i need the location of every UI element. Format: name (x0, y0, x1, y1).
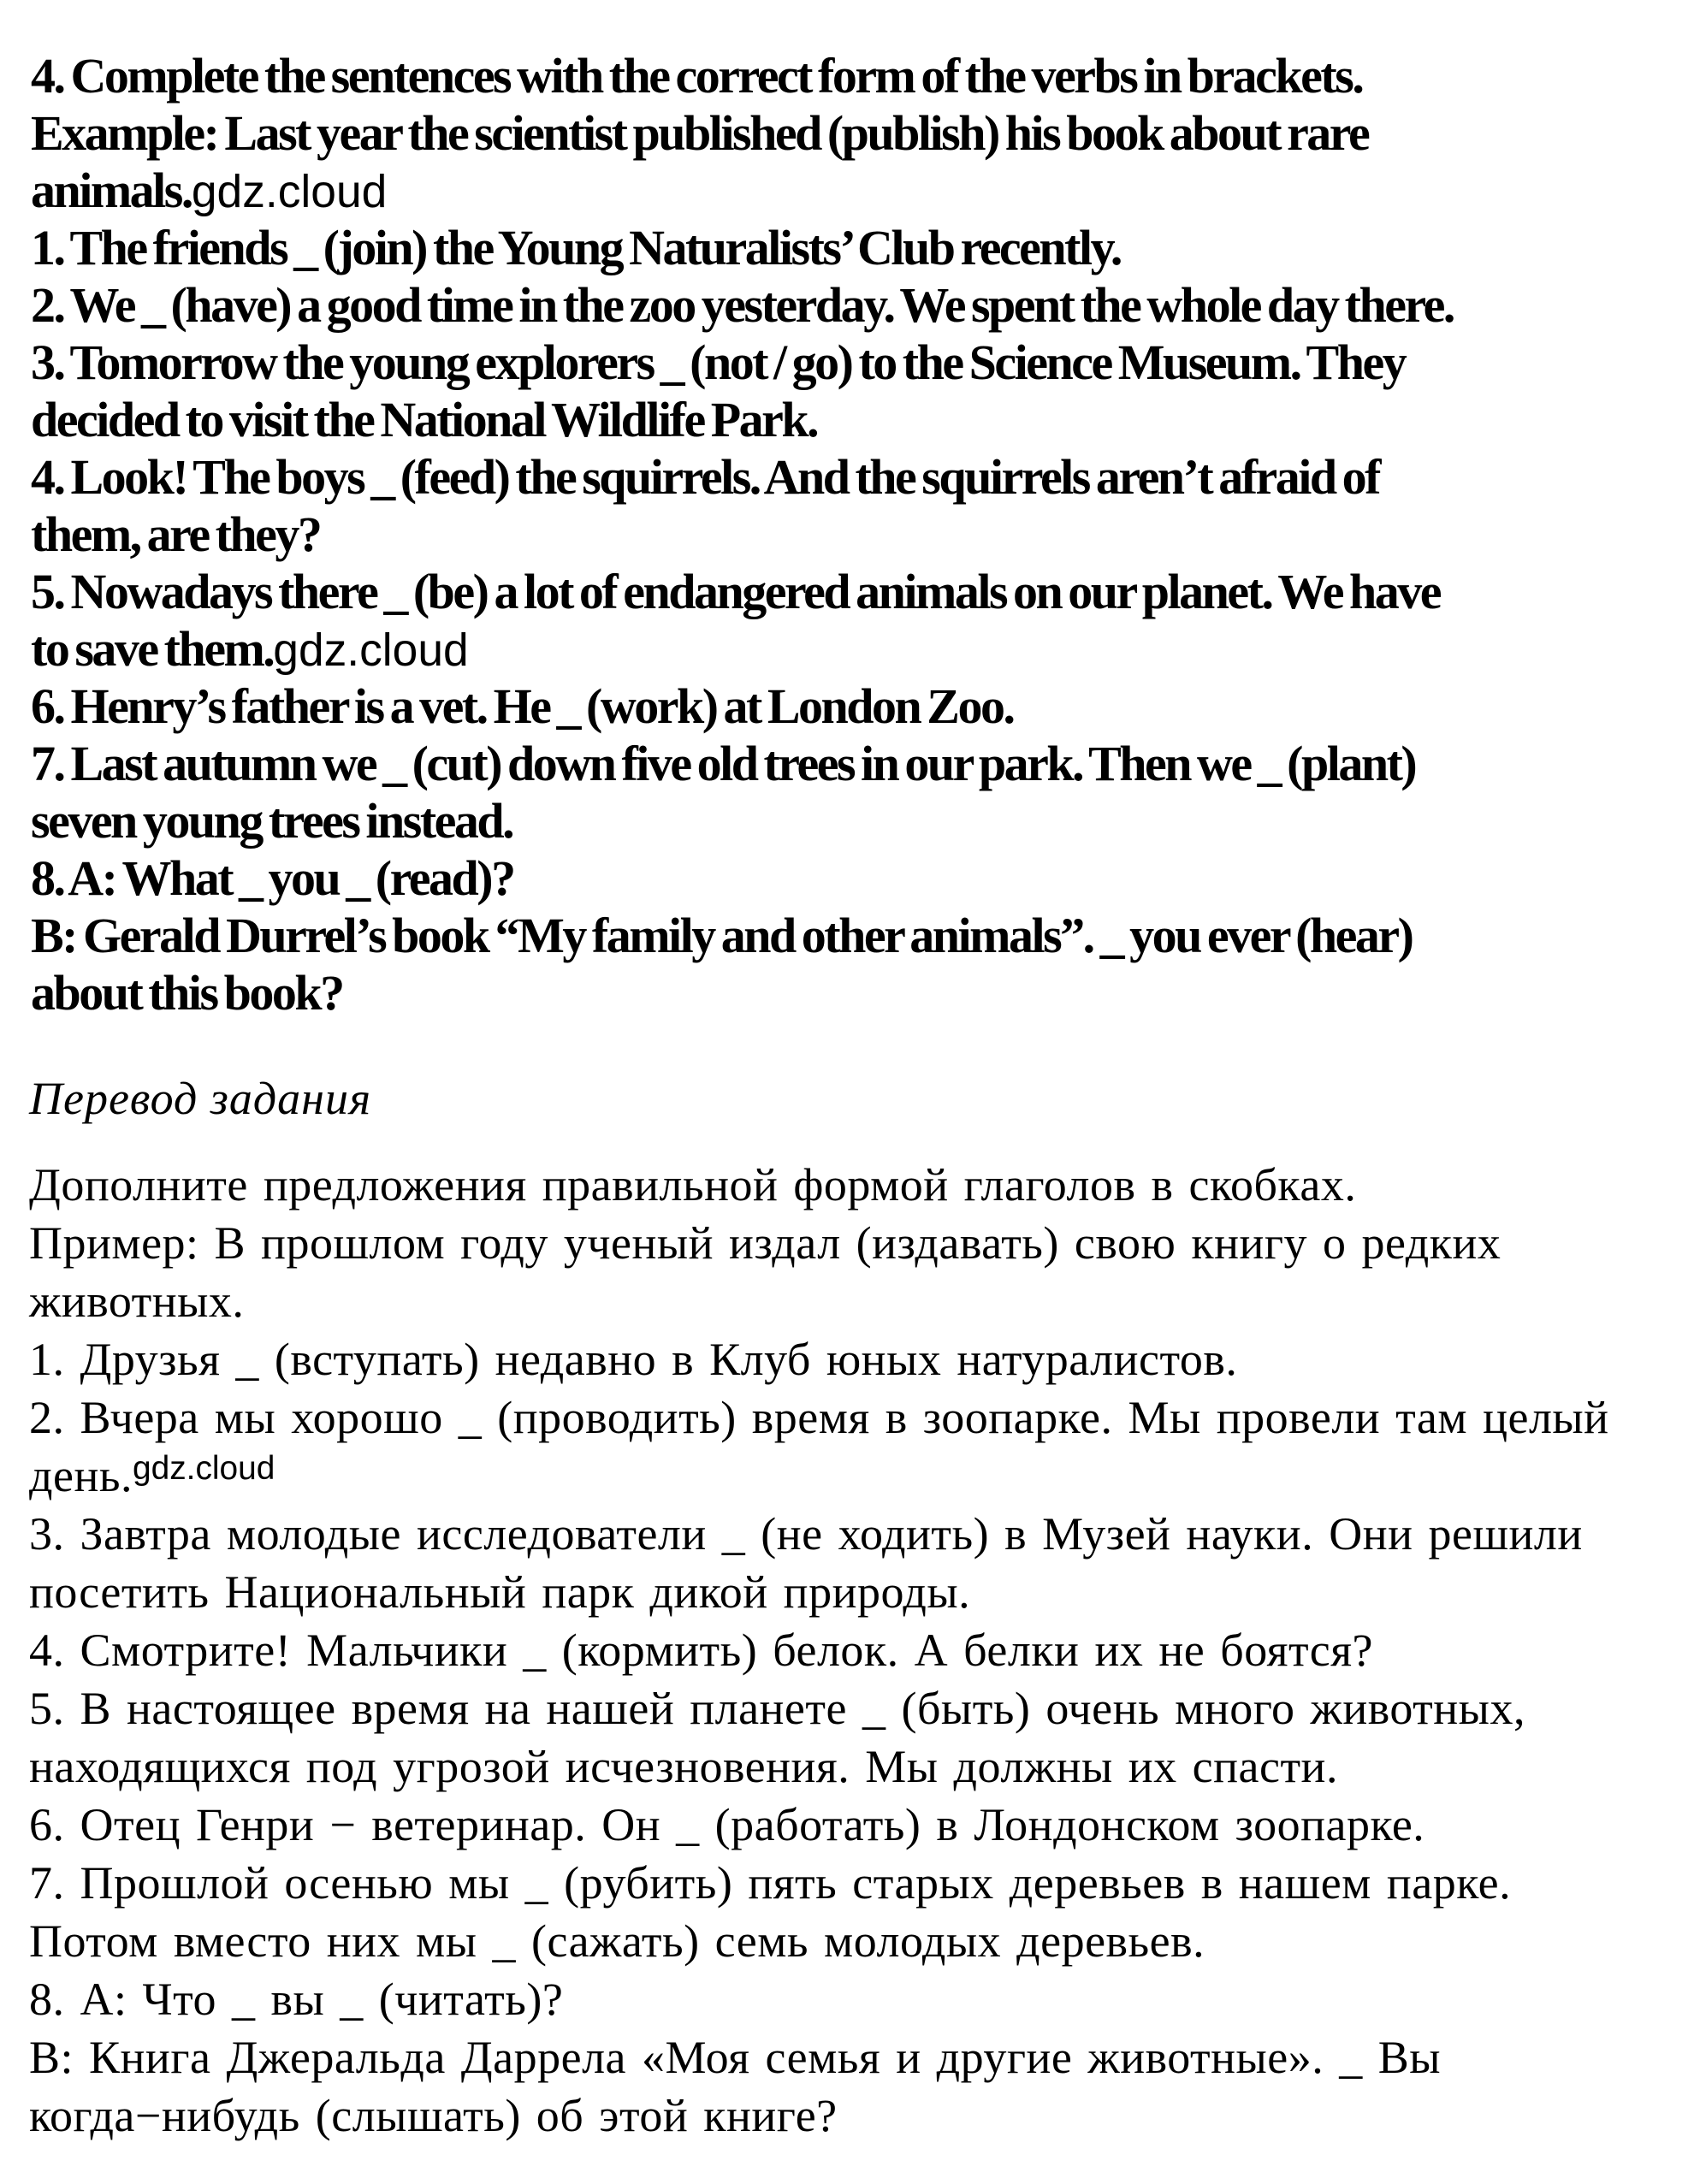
exercise-line-text: seven young trees instead. (31, 793, 513, 849)
exercise-line-text: them, are they? (31, 506, 321, 562)
translation-line-text: посетить Национальный парк дикой природы. (29, 1566, 971, 1618)
exercise-line (31, 219, 1694, 276)
exercise-line (31, 678, 1694, 735)
exercise-line-text: 7. Last autumn we _ (cut) down five old trees in our park. Then we _ (plant) (31, 736, 1416, 791)
translation-line-text: 7. Прошлой осенью мы _ (рубить) пять старых деревьев в нашем парке. (29, 1857, 1512, 1909)
translation-line-text: Потом вместо них мы _ (сажать) семь молодых деревьев. (29, 1915, 1205, 1967)
translation-line (29, 1912, 1694, 1970)
translation-line-text: 8. А: Что _ вы _ (читать)? (29, 1974, 564, 2025)
translation-line (29, 1214, 1694, 1272)
translation-line-text: 5. В настоящее время на нашей планете _ (быть) очень много животных, (29, 1683, 1525, 1734)
translation-line-text: 1. Друзья _ (вступать) недавно в Клуб юных натуралистов. (29, 1334, 1238, 1385)
translation-line-text: 2. Вчера мы хорошо _ (проводить) время в зоопарке. Мы провели там целый (29, 1392, 1609, 1443)
exercise-line-text: 3. Tomorrow the young explorers _ (not / go) to the Science Museum. They (31, 334, 1406, 390)
translation-line-text: В: Книга Джеральда Даррела «Моя семья и другие животные». _ Вы (29, 2032, 1442, 2083)
translation-line-text: животных. (29, 1275, 245, 1327)
translation-line (29, 1679, 1694, 1737)
exercise-line-text: 8. A: What _ you _ (read)? (31, 850, 514, 906)
translation-line-text: Дополните предложения правильной формой глаголов в скобках. (29, 1159, 1357, 1210)
translation-line-text: 3. Завтра молодые исследователи _ (не ходить) в Музей науки. Они решили (29, 1508, 1583, 1560)
translation-line (29, 1970, 1694, 2028)
english-exercise (31, 47, 1694, 1021)
exercise-line-text: 4. Complete the sentences with the correct form of the verbs in brackets. (31, 48, 1363, 104)
translation-line (29, 1563, 1694, 1621)
exercise-line-text: 1. The friends _ (join) the Young Naturalists’ Club recently. (31, 220, 1121, 275)
translation-line-text: 4. Смотрите! Мальчики _ (кормить) белок. А белки их не боятся? (29, 1625, 1374, 1676)
exercise-line-text: Example: Last year the scientist published (publish) his book about rare (31, 105, 1369, 161)
exercise-line (31, 391, 1694, 448)
translation-line (29, 1621, 1694, 1679)
translation-section (29, 1156, 1694, 2145)
exercise-line-text: B: Gerald Durrel’s book “My family and other animals”. _ you ever (hear) (31, 908, 1413, 963)
translation-line (29, 1156, 1694, 1214)
exercise-line-text: about this book? (31, 965, 343, 1021)
exercise-line (31, 792, 1694, 849)
translation-line (29, 1854, 1694, 1912)
translation-line (29, 1388, 1694, 1447)
translation-line (29, 1505, 1694, 1563)
exercise-line-text: 2. We _ (have) a good time in the zoo yesterday. We spent the whole day there. (31, 277, 1454, 333)
translation-line (29, 2086, 1694, 2145)
exercise-line (31, 620, 1694, 678)
exercise-line-text: 6. Henry’s father is a vet. He _ (work) at London Zoo. (31, 678, 1014, 734)
translation-line (29, 2028, 1694, 2086)
exercise-line (31, 47, 1694, 104)
exercise-line-text: 5. Nowadays there _ (be) a lot of endangered animals on our planet. We have (31, 564, 1440, 619)
exercise-line (31, 276, 1694, 334)
exercise-line (31, 964, 1694, 1021)
inline-watermark: gdz.cloud (132, 1450, 275, 1487)
exercise-line (31, 735, 1694, 792)
translation-line (29, 1796, 1694, 1854)
translation-line (29, 1737, 1694, 1796)
exercise-line (31, 907, 1694, 964)
translation-line (29, 1330, 1694, 1388)
inline-watermark: gdz.cloud (191, 167, 388, 217)
inline-watermark: gdz.cloud (273, 625, 469, 676)
translation-line-text: день. (29, 1450, 133, 1501)
exercise-line (31, 506, 1694, 563)
translation-line-text: когда−нибудь (слышать) об этой книге? (29, 2090, 838, 2141)
exercise-line (31, 448, 1694, 506)
exercise-line-text: animals. (31, 163, 192, 218)
exercise-line-text: 4. Look! The boys _ (feed) the squirrels. And the squirrels aren’t afraid of (31, 449, 1379, 505)
exercise-line (31, 849, 1694, 907)
exercise-line (31, 162, 1694, 219)
translation-line (29, 1272, 1694, 1330)
exercise-line (31, 334, 1694, 391)
translation-heading: Перевод задания (29, 1073, 372, 1124)
exercise-line (31, 104, 1694, 162)
exercise-line-text: to save them. (31, 621, 274, 677)
translation-line-text: 6. Отец Генри − ветеринар. Он _ (работать) в Лондонском зоопарке. (29, 1799, 1425, 1850)
exercise-line-text: decided to visit the National Wildlife Park. (31, 392, 818, 447)
translation-line-text: находящихся под угрозой исчезновения. Мы должны их спасти. (29, 1741, 1338, 1792)
exercise-line (31, 563, 1694, 620)
translation-line (29, 1447, 1694, 1505)
translation-line-text: Пример: В прошлом году ученый издал (издавать) свою книгу о редких (29, 1217, 1502, 1269)
